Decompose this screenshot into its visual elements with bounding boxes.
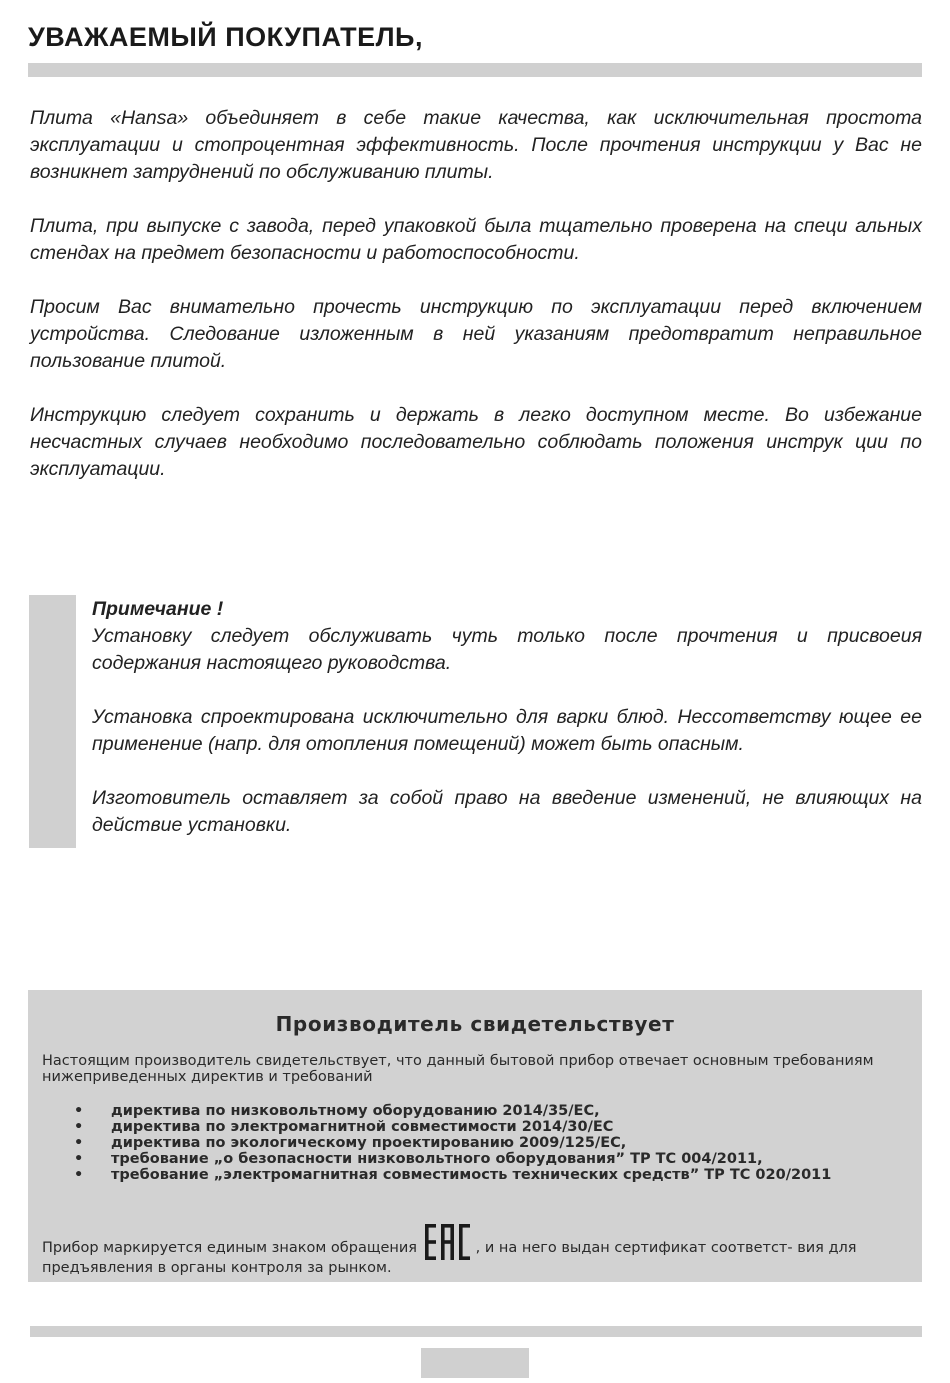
bullet-icon: • xyxy=(74,1119,84,1135)
footer-divider xyxy=(30,1326,922,1337)
note-paragraph: Установка спроектирована исключительно для варки блюд. Нессответству ющее ее применение (напр. для отопления помещений) может быть опасным. xyxy=(92,706,922,755)
note-accent-bar xyxy=(29,595,76,848)
directive-text: требование „электромагнитная совместимость технических средств” ТР ТС 020/2011 xyxy=(111,1167,832,1183)
note-title: Примечание ! xyxy=(92,598,224,620)
declaration-title: Производитель свидетельствует xyxy=(275,1012,675,1036)
note-paragraph: Установку следует обслуживать чуть только после прочтения и присвоеия содержания настоящего руководства. xyxy=(92,625,922,674)
directives-list xyxy=(74,1103,904,1183)
manufacturer-declaration-box xyxy=(28,990,922,1282)
note-section xyxy=(92,596,922,866)
intro-paragraph: Плита «Hansa» объединяет в себе такие качества, как исключительная простота эксплуатации и стопроцентная эффективность. После прочтения инструкции у Вас не возникнет затруднений по обслуживанию плиты. xyxy=(30,107,922,183)
bullet-icon: • xyxy=(74,1167,84,1183)
intro-paragraph: Плита, при выпуске с завода, перед упаковкой была тщательно проверена на специ альных стендах на предмет безопасности и работоспособности. xyxy=(30,215,922,264)
intro-paragraph: Просим Вас внимательно прочесть инструкцию по эксплуатации перед включением устройства. Следование изложенным в ней указаниям предотвратит неправильное пользование плитой. xyxy=(30,296,922,372)
declaration-intro: Настоящим производитель свидетельствует, что данный бытовой прибор отвечает основным требованиям нижеприведенных директив и требований xyxy=(42,1053,874,1085)
directive-item xyxy=(74,1167,904,1183)
intro-paragraph: Инструкцию следует сохранить и держать в легко доступном месте. Во избежание несчастных случаев необходимо последовательно соблюдать положения инструк ции по эксплуатации. xyxy=(30,404,922,480)
page-heading: УВАЖАЕМЫЙ ПОКУПАТЕЛЬ, xyxy=(28,22,423,52)
bullet-icon: • xyxy=(74,1103,84,1119)
page-number-tab xyxy=(421,1348,529,1378)
declaration-footer xyxy=(42,1224,922,1276)
directive-item xyxy=(74,1103,904,1119)
note-paragraph: Изготовитель оставляет за собой право на введение изменений, не влияющих на действие установки. xyxy=(92,787,922,836)
certificate-text: , и на него выдан сертификат соответст- вия для предъявления в органы контроля за рынком. xyxy=(42,1240,857,1276)
directive-text: требование „о безопасности низковольтного оборудования” ТР ТС 004/2011, xyxy=(111,1151,763,1167)
directive-item xyxy=(74,1151,904,1167)
directive-text: директива по экологическому проектированию 2009/125/ЕС, xyxy=(111,1135,627,1151)
bullet-icon: • xyxy=(74,1135,84,1151)
intro-section xyxy=(30,105,922,510)
directive-item xyxy=(74,1135,904,1151)
directive-text: директива по электромагнитной совместимости 2014/30/ЕС xyxy=(111,1119,614,1135)
eac-mark-icon xyxy=(424,1224,474,1260)
header-divider xyxy=(28,63,922,77)
bullet-icon: • xyxy=(74,1151,84,1167)
marking-text: Прибор маркируется единым знаком обращения xyxy=(42,1240,418,1256)
directive-item xyxy=(74,1119,904,1135)
directive-text: директива по низковольтному оборудованию 2014/35/ЕС, xyxy=(111,1103,600,1119)
